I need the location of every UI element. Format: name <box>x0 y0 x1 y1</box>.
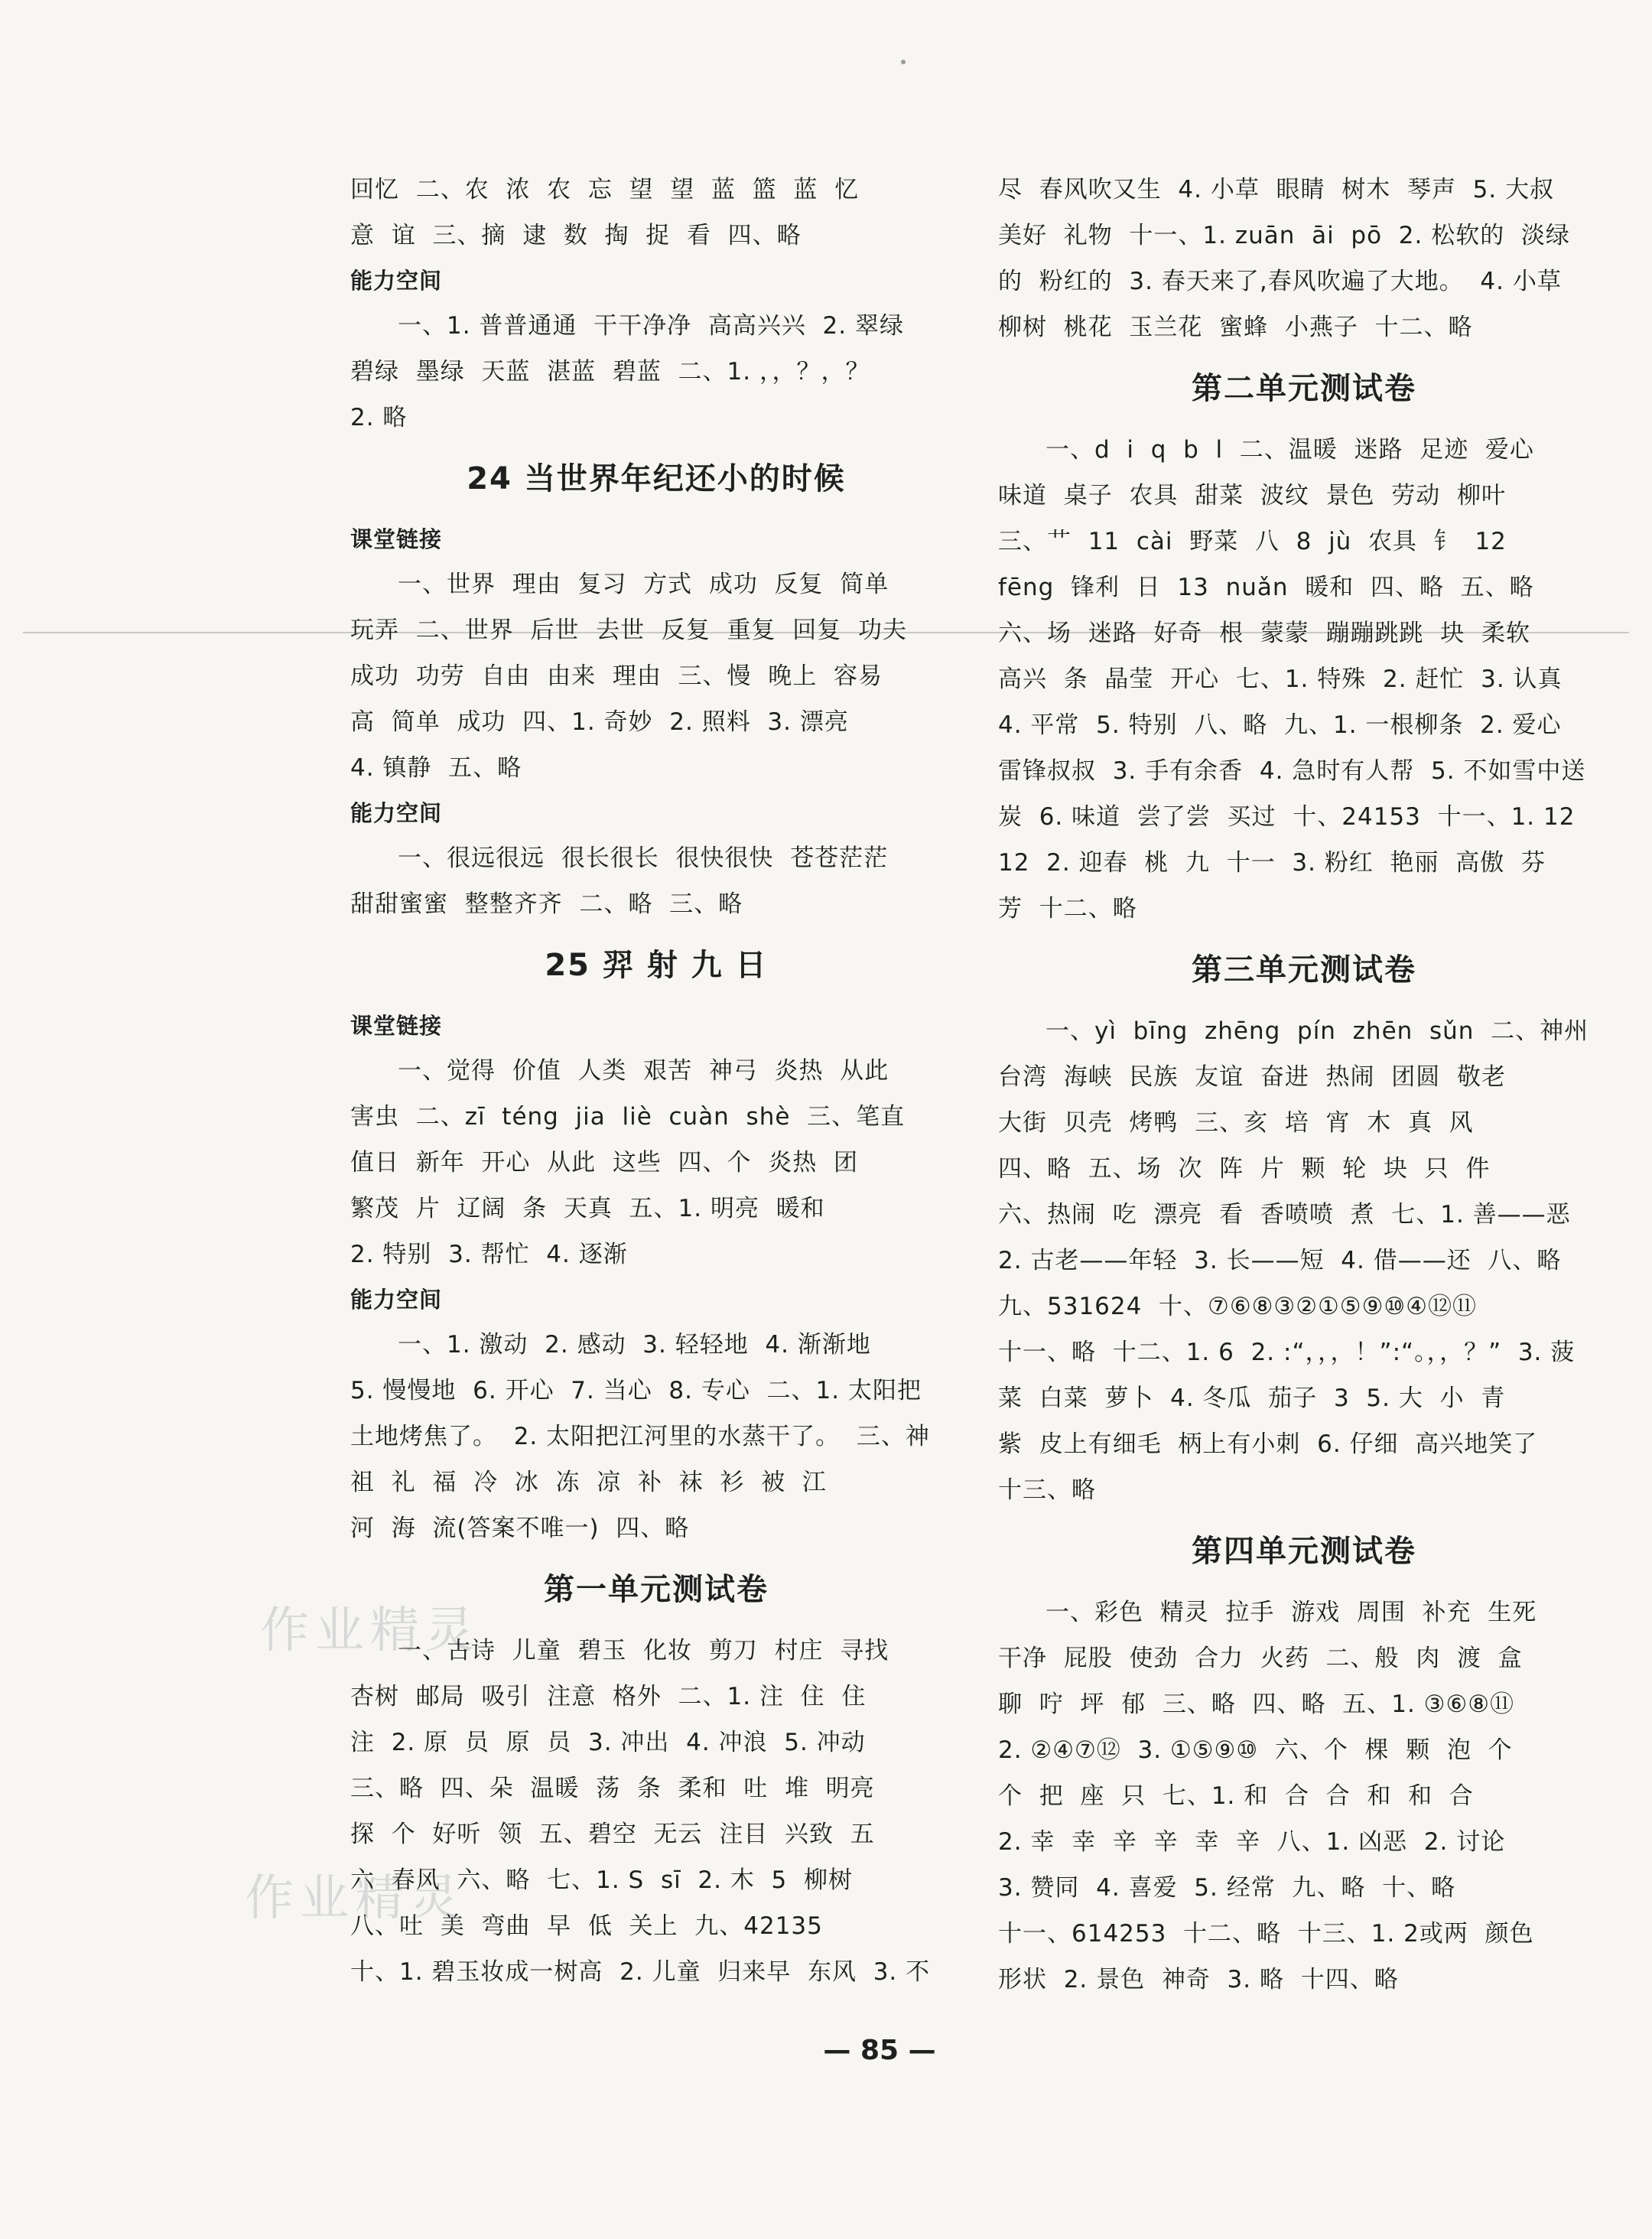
answer-line: 柳树 桃花 玉兰花 蜜蜂 小燕子 十二、略 <box>998 314 1473 341</box>
right-column <box>998 167 1610 2003</box>
answer-line: 菜 白菜 萝卜 4. 冬瓜 茄子 3 5. 大 小 青 <box>998 1385 1506 1412</box>
answer-line: 六、场 迷路 好奇 根 蒙蒙 蹦蹦跳跳 块 柔软 <box>998 620 1530 647</box>
watermark-top: 作业精灵 <box>260 1603 480 1659</box>
answer-line: 六 春风 六、略 七、1. S sī 2. 木 5 柳树 <box>350 1866 853 1894</box>
answer-line: 干净 屁股 使劲 合力 火药 二、般 肉 渡 盒 <box>998 1645 1523 1672</box>
answer-line: 河 海 流(答案不唯一) 四、略 <box>350 1515 690 1542</box>
answer-line: 高兴 条 晶莹 开心 七、1. 特殊 2. 赶忙 3. 认真 <box>998 666 1563 693</box>
answer-line: 大街 贝壳 烤鸭 三、亥 培 宵 木 真 风 <box>998 1109 1474 1137</box>
answer-line: 六、热闹 吃 漂亮 看 香喷喷 煮 七、1. 善——恶 <box>998 1201 1571 1229</box>
answer-line: 台湾 海峡 民族 友谊 奋进 热闹 团圆 敬老 <box>998 1063 1506 1091</box>
scan-speck <box>901 60 906 64</box>
answer-line: 4. 镇静 五、略 <box>350 754 522 782</box>
answer-line: 一、彩色 精灵 拉手 游戏 周围 补充 生死 <box>1046 1599 1537 1626</box>
answer-line: 十、1. 碧玉妆成一树高 2. 儿童 归来早 东风 3. 不 <box>350 1958 931 1986</box>
answer-line: 的 粉红的 3. 春天来了,春风吹遍了大地。 4. 小草 <box>998 268 1562 295</box>
answer-line: 繁茂 片 辽阔 条 天真 五、1. 明亮 暖和 <box>350 1195 825 1222</box>
answer-line: 成功 功劳 自由 由来 理由 三、慢 晚上 容易 <box>350 662 883 690</box>
page-number: — 85 — <box>823 2035 936 2066</box>
answer-line: 三、略 四、朵 温暖 荡 条 柔和 吐 堆 明亮 <box>350 1775 875 1802</box>
answer-line: 三、艹 11 cài 野菜 八 8 jù 农具 钅 12 <box>998 528 1507 555</box>
subsection-label: 能力空间 <box>350 1287 443 1313</box>
answer-line: 美好 礼物 十一、1. zuān āi pō 2. 松软的 淡绿 <box>998 222 1570 249</box>
answer-line: 一、古诗 儿童 碧玉 化妆 剪刀 村庄 寻找 <box>398 1637 889 1665</box>
answer-line: 回忆 二、农 浓 农 忘 望 望 蓝 篮 蓝 忆 <box>350 176 860 203</box>
answer-line: 甜甜蜜蜜 整整齐齐 二、略 三、略 <box>350 890 743 918</box>
section-heading: 25 羿 射 九 日 <box>545 948 768 983</box>
answer-line: 2. 特别 3. 帮忙 4. 逐渐 <box>350 1241 628 1268</box>
answer-line: 4. 平常 5. 特别 八、略 九、1. 一根柳条 2. 爱心 <box>998 711 1562 739</box>
answer-line: 玩弄 二、世界 后世 去世 反复 重复 回复 功夫 <box>350 617 907 644</box>
answer-line: 八、吐 美 弯曲 早 低 关上 九、42135 <box>350 1912 823 1940</box>
left-column <box>350 167 962 1995</box>
watermark-bottom: 作业精灵 <box>245 1870 465 1927</box>
answer-line: 2. ②④⑦⑫ 3. ①⑤⑨⑩ 六、个 棵 颗 泡 个 <box>998 1736 1513 1764</box>
answer-line: fēng 锋利 日 13 nuǎn 暖和 四、略 五、略 <box>998 574 1534 601</box>
answer-line: 芳 十二、略 <box>998 895 1137 923</box>
section-heading: 第三单元测试卷 <box>1192 952 1416 988</box>
answer-line: 高 简单 成功 四、1. 奇妙 2. 照料 3. 漂亮 <box>350 708 849 736</box>
section-heading: 第四单元测试卷 <box>1192 1534 1416 1569</box>
answer-line: 意 谊 三、摘 逮 数 掏 捉 看 四、略 <box>350 222 802 249</box>
answer-line: 12 2. 迎春 桃 九 十一 3. 粉红 艳丽 高傲 芬 <box>998 849 1546 877</box>
answer-line: 紫 皮上有细毛 柄上有小刺 6. 仔细 高兴地笑了 <box>998 1430 1538 1458</box>
answer-line: 炭 6. 味道 尝了尝 买过 十、24153 十一、1. 12 <box>998 803 1576 831</box>
answer-line: 九、531624 十、⑦⑥⑧③②①⑤⑨⑩④⑫⑪ <box>998 1293 1477 1320</box>
answer-line: 个 把 座 只 七、1. 和 合 合 和 和 合 <box>998 1782 1474 1810</box>
answer-line: 味道 桌子 农具 甜菜 波纹 景色 劳动 柳叶 <box>998 482 1506 509</box>
answer-line: 土地烤焦了。 2. 太阳把江河里的水蒸干了。 三、神 <box>350 1423 930 1450</box>
answer-line: 祖 礼 福 冷 冰 冻 凉 补 袜 衫 被 江 <box>350 1469 827 1496</box>
subsection-label: 能力空间 <box>350 268 443 294</box>
answer-line: 2. 古老——年轻 3. 长——短 4. 借——还 八、略 <box>998 1247 1562 1274</box>
answer-line: 十一、614253 十二、略 十三、1. 2或两 颜色 <box>998 1920 1534 1948</box>
answer-line: 一、很远很远 很长很长 很快很快 苍苍茫茫 <box>398 845 889 872</box>
answer-line: 聊 咛 坪 郁 三、略 四、略 五、1. ③⑥⑧⑪ <box>998 1691 1515 1718</box>
answer-line: 雷锋叔叔 3. 手有余香 4. 急时有人帮 5. 不如雪中送 <box>998 757 1586 785</box>
subsection-label: 课堂链接 <box>350 1013 443 1039</box>
answer-line: 3. 赞同 4. 喜爱 5. 经常 九、略 十、略 <box>998 1874 1456 1902</box>
answer-line: 2. 略 <box>350 404 408 431</box>
answer-line: 杏树 邮局 吸引 注意 格外 二、1. 注 住 住 <box>350 1683 867 1710</box>
answer-line: 值日 新年 开心 从此 这些 四、个 炎热 团 <box>350 1149 858 1176</box>
answer-line: 一、世界 理由 复习 方式 成功 反复 简单 <box>398 571 889 598</box>
answer-line: 探 个 好听 领 五、碧空 无云 注目 兴致 五 <box>350 1821 875 1848</box>
answer-line: 注 2. 原 员 原 员 3. 冲出 4. 冲浪 5. 冲动 <box>350 1729 866 1756</box>
answer-line: 碧绿 墨绿 天蓝 湛蓝 碧蓝 二、1. ，，？，？ <box>350 358 870 386</box>
answer-line: 形状 2. 景色 神奇 3. 略 十四、略 <box>998 1966 1399 1993</box>
answer-line: 尽 春风吹又生 4. 小草 眼睛 树木 琴声 5. 大叔 <box>998 176 1555 203</box>
answer-line: 5. 慢慢地 6. 开心 7. 当心 8. 专心 二、1. 太阳把 <box>350 1377 922 1404</box>
section-heading: 第一单元测试卷 <box>544 1572 769 1607</box>
answer-line: 一、1. 激动 2. 感动 3. 轻轻地 4. 渐渐地 <box>398 1331 871 1359</box>
subsection-label: 能力空间 <box>350 800 443 826</box>
answer-line: 十一、略 十二、1. 6 2. :“，，，！”:“。，，？” 3. 菠 <box>998 1339 1576 1366</box>
answer-line: 害虫 二、zī téng jia liè cuàn shè 三、笔直 <box>350 1103 906 1131</box>
section-heading: 第二单元测试卷 <box>1192 371 1416 406</box>
answer-line: 一、1. 普普通通 干干净净 高高兴兴 2. 翠绿 <box>398 312 904 340</box>
answer-line: 一、觉得 价值 人类 艰苦 神弓 炎热 从此 <box>398 1057 889 1085</box>
section-heading: 24 当世界年纪还小的时候 <box>467 461 846 496</box>
answer-line: 四、略 五、场 次 阵 片 颗 轮 块 只 件 <box>998 1155 1491 1183</box>
answer-line: 十三、略 <box>998 1476 1096 1504</box>
subsection-label: 课堂链接 <box>350 526 443 552</box>
answer-line: 2. 幸 幸 辛 辛 幸 辛 八、1. 凶恶 2. 讨论 <box>998 1828 1506 1856</box>
answer-line: 一、d i q b l 二、温暖 迷路 足迹 爱心 <box>1046 436 1534 464</box>
answer-line: 一、yì bīng zhēng pín zhēn sǔn 二、神州 <box>1046 1017 1589 1045</box>
